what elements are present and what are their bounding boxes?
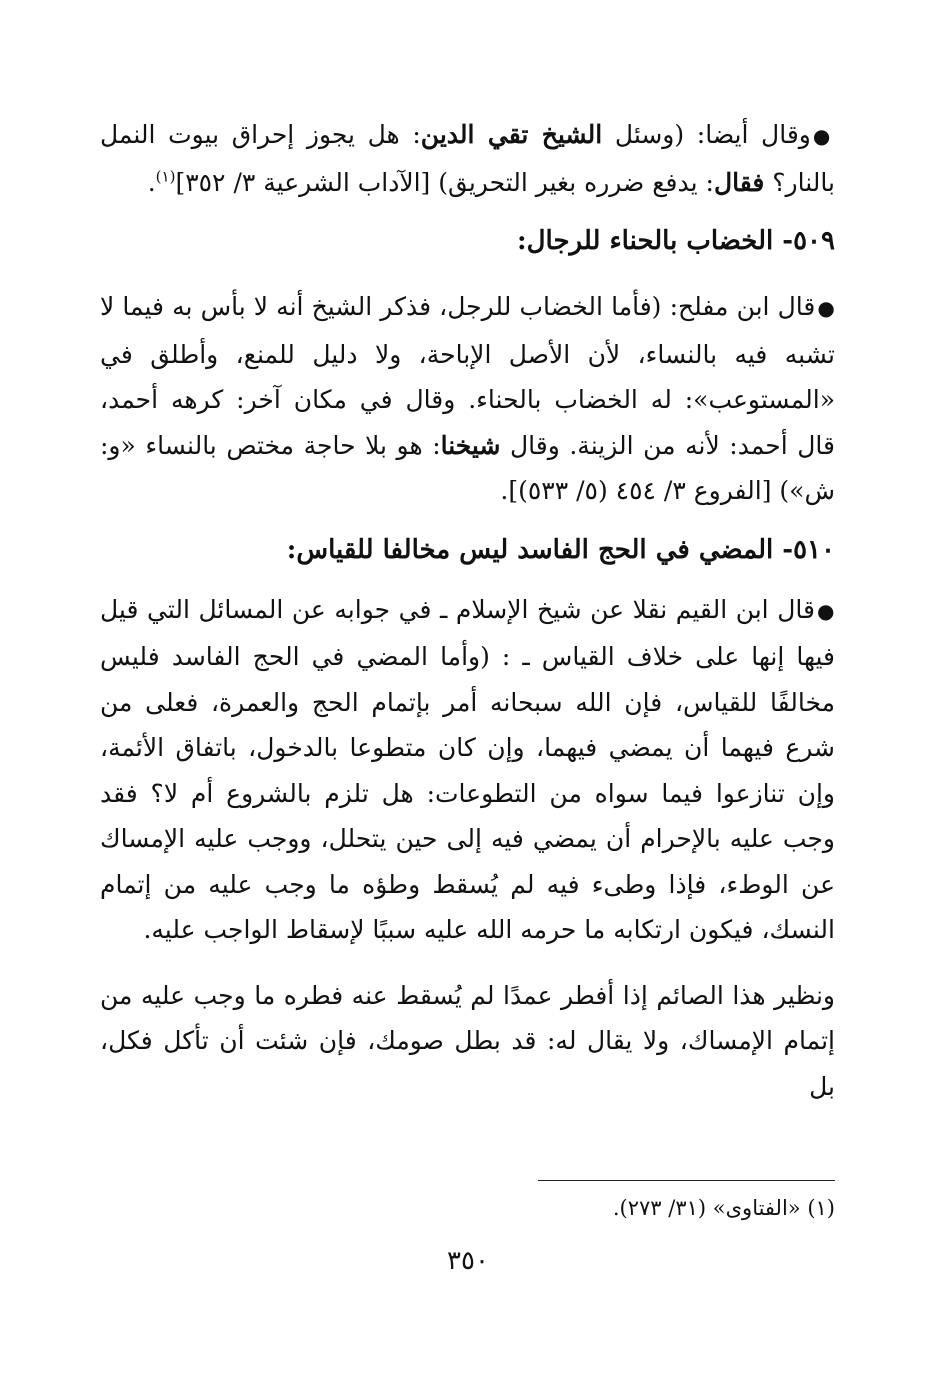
paragraph-henna-text-before: قال ابن مفلح: (فأما الخضاب للرجل، فذكر الشيخ أنه لا بأس به فيما لا تشبه فيه بالنساء، لأن الأصل الإباحة، ولا دليل للمنع، وأطلق في «المستوعب»: له الخضاب بالحناء. وقال في مكان آخر: كرهه أحمد، قال أحمد: لأنه من الزينة. وقال bbox=[100, 292, 835, 460]
bullet-icon: ● bbox=[812, 124, 835, 148]
page-number: ٣٥٠ bbox=[447, 1246, 489, 1276]
paragraph-ants-period: . bbox=[147, 167, 156, 197]
paragraph-ants-intro: وقال أيضا: (وسئل bbox=[602, 120, 811, 149]
bullet-icon: ● bbox=[817, 296, 836, 320]
shaykhuna-bold: شيخنا bbox=[440, 430, 501, 460]
paragraph-henna-text-after: : هو بلا حاجة مختص بالنساء «و: ش») [الفروع ٣/ ٤٥٤ (٥/ ٥٣٣)]. bbox=[100, 430, 835, 505]
paragraph-ants bbox=[100, 112, 835, 205]
footnote-marker: (١) bbox=[155, 167, 176, 186]
paragraph-ants-end: : يدفع ضرره بغير التحريق) [الآداب الشرعية ٣/ ٣٥٢] bbox=[175, 167, 714, 197]
paragraph-henna bbox=[100, 284, 835, 514]
section-heading-509: ٥٠٩- الخضاب بالحناء للرجال: bbox=[517, 226, 835, 256]
paragraph-ants-middle: : هل يجوز إحراق بيوت النمل بالنار؟ bbox=[100, 120, 835, 197]
sheikh-name-bold: الشيخ تقي الدين bbox=[420, 120, 603, 149]
footnote: (١) «الفتاوى» (٣١/ ٢٧٣). bbox=[612, 1196, 835, 1220]
bullet-icon: ● bbox=[816, 598, 836, 623]
paragraph-hajj-text: قال ابن القيم نقلا عن شيخ الإسلام ـ في جوابه عن المسائل التي قيل فيها إنها على خلاف القياس ـ : (وأما المضي في الحج الفاسد فليس مخالفًا للقياس، فإن الله سبحانه أمر بإتمام الحج والعمرة، فعلى من شرع فيهما أن يمضي فيهما، وإن كان متطوعا بالدخول، باتفاق الأئمة، وإن تنازعوا فيما سواه من التطوعات: هل تلزم بالشروع أم لا؟ فقد وجب عليه بالإحرام أن يمضي فيه إلى حين يتحلل، ووجب عليه الإمساك عن الوطء، فإذا وطىء فيه لم يُسقط وطؤه ما وجب عليه من إتمام النسك، فيكون ارتكابه ما حرمه الله عليه سببًا لإسقاط الواجب عليه. bbox=[100, 594, 835, 944]
section-heading-510: ٥١٠- المضي في الحج الفاسد ليس مخالفا للقياس: bbox=[286, 534, 835, 565]
page-body bbox=[100, 112, 835, 1109]
paragraph-hajj bbox=[100, 587, 835, 953]
answer-label-bold: فقال bbox=[713, 167, 765, 197]
footnote-divider bbox=[538, 1180, 835, 1181]
paragraph-fasting: ونظير هذا الصائم إذا أفطر عمدًا لم يُسقط عنه فطره ما وجب عليه من إتمام الإمساك، ولا يقال له: قد بطل صومك، فإن شئت أن تأكل فكل، بل bbox=[100, 980, 835, 1101]
